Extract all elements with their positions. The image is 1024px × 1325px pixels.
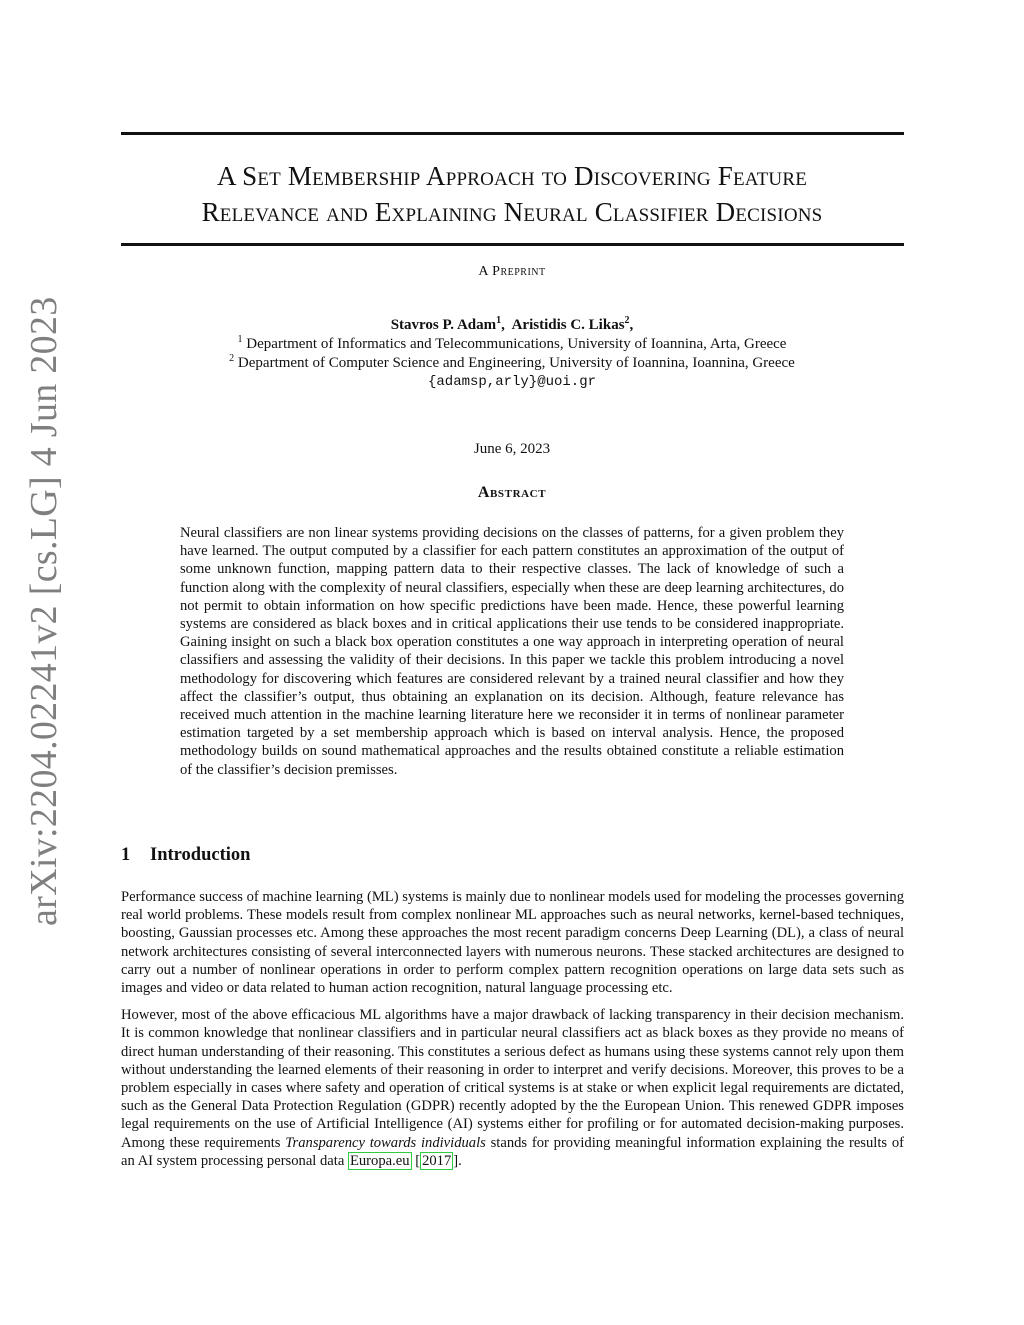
affil-2-text: Department of Computer Science and Engineering, University of Ioannina, Ioannina, Greece: [237, 355, 795, 371]
title-line-1: A Set Membership Approach to Discovering Feature: [216, 161, 807, 191]
abstract-heading: Abstract: [477, 484, 547, 501]
title-bottom-rule: [121, 243, 904, 246]
citation-link-year[interactable]: 2017: [422, 1152, 452, 1169]
paragraph-2-part-b: stands for providing meaningful information explaining the results of an AI system processing personal data: [121, 1134, 904, 1169]
affil-2-mark: 2: [229, 353, 235, 364]
author-email: {adamsp,arly}@uoi.gr: [427, 374, 597, 390]
introduction-body: [121, 888, 904, 1179]
citation-link-author[interactable]: Europa.eu: [349, 1152, 410, 1169]
affiliation-2: [0, 354, 1024, 373]
title-line-2: Relevance and Explaining Neural Classifier Decisions: [201, 197, 823, 227]
author-2: Aristidis C. Likas: [511, 317, 625, 333]
citation-open-bracket: [: [415, 1152, 421, 1169]
paragraph-2-part-a: However, most of the above efficacious ML algorithms have a major drawback of lacking transparency in their decision mechanism. It is common knowledge that nonlinear classifiers and in particular neural classifiers act as black boxes as they provide no means of direct human understanding of their reasoning. This constitutes a serious defect as humans using these systems cannot rely upon them without understanding the learned elements of their reasoning in order to interpret and verify decisions. Moreover, this proves to be a problem especially in cases where safety and operation of critical systems is at stake or when explicit legal requirements are dictated, such as the General Data Protection Regulation (GDPR) recently adopted by the the European Union. This renewed GDPR imposes legal requirements on the use of Artificial Intelligence (AI) systems either for profiling or for automated decision-making purposes. Among these requirements: [121, 1007, 904, 1151]
affil-1-text: Department of Informatics and Telecommunications, University of Ioannina, Arta, Greece: [246, 336, 787, 352]
author-2-affil-mark: 2: [624, 315, 630, 326]
emphasis-transparency: Transparency towards individuals: [285, 1134, 486, 1151]
title-top-rule: [121, 132, 904, 135]
author-block: [0, 316, 1024, 392]
preprint-label: A Preprint: [478, 264, 546, 279]
section-heading-introduction: [121, 845, 250, 866]
paper-date: June 6, 2023: [473, 441, 551, 457]
author-names: Stavros P. Adam$^1$, Aristidis C. Likas$^2$,: [390, 315, 634, 333]
section-number: 1: [121, 845, 131, 865]
author-1: Stavros P. Adam: [390, 317, 497, 333]
citation-close: ].: [453, 1152, 462, 1169]
affil-1-mark: 1: [237, 334, 243, 345]
paper-title: [100, 158, 924, 230]
paragraph-2: [121, 1006, 904, 1170]
affiliation-1: [0, 335, 1024, 354]
arxiv-identifier: arXiv:2204.02241v2 [cs.LG] 4 Jun 2023: [23, 296, 65, 926]
section-title: Introduction: [150, 845, 251, 865]
abstract-text: Neural classifiers are non linear systems providing decisions on the classes of patterns, for a given problem they have learned. The output computed by a classifier for each pattern constitutes an approximation of the output of some unknown function, mapping pattern data to their respective classes. The lack of knowledge of such a function along with the complexity of neural classifiers, especially when these are deep learning architectures, do not permit to obtain information on how specific predictions have been made. Hence, these powerful learning systems are considered as black boxes and in critical applications their use tends to be considered inappropriate. Gaining insight on such a black box operation constitutes a one way approach in interpreting operation of neural classifiers and assessing the validity of their decisions. In this paper we tackle this problem introducing a novel methodology for discovering which features are considered relevant by a trained neural classifier and how they affect the classifier’s output, thus obtaining an explanation on its decision. Although, feature relevance has received much attention in the machine learning literature here we reconsider it in terms of nonlinear parameter estimation targeted by a set membership approach which is based on interval analysis. Hence, the proposed methodology builds on sound mathematical approaches and the results obtained constitute a reliable estimation of the classifier’s decision premisses.: [180, 525, 844, 778]
paragraph-1: Performance success of machine learning (ML) systems is mainly due to nonlinear models used for modeling the processes governing real world problems. These models result from complex nonlinear ML approaches such as neural networks, kernel-based techniques, boosting, Gaussian processes etc. Among these approaches the most recent paradigm concerns Deep Learning (DL), a class of neural network architectures consisting of several interconnected layers with numerous neurons. These stacked architectures are designed to carry out a number of nonlinear operations in order to perform complex pattern recognition operations on large data sets such as images and video or data related to human action recognition, natural language processing etc.: [121, 889, 904, 997]
author-1-affil-mark: 1: [496, 315, 502, 326]
